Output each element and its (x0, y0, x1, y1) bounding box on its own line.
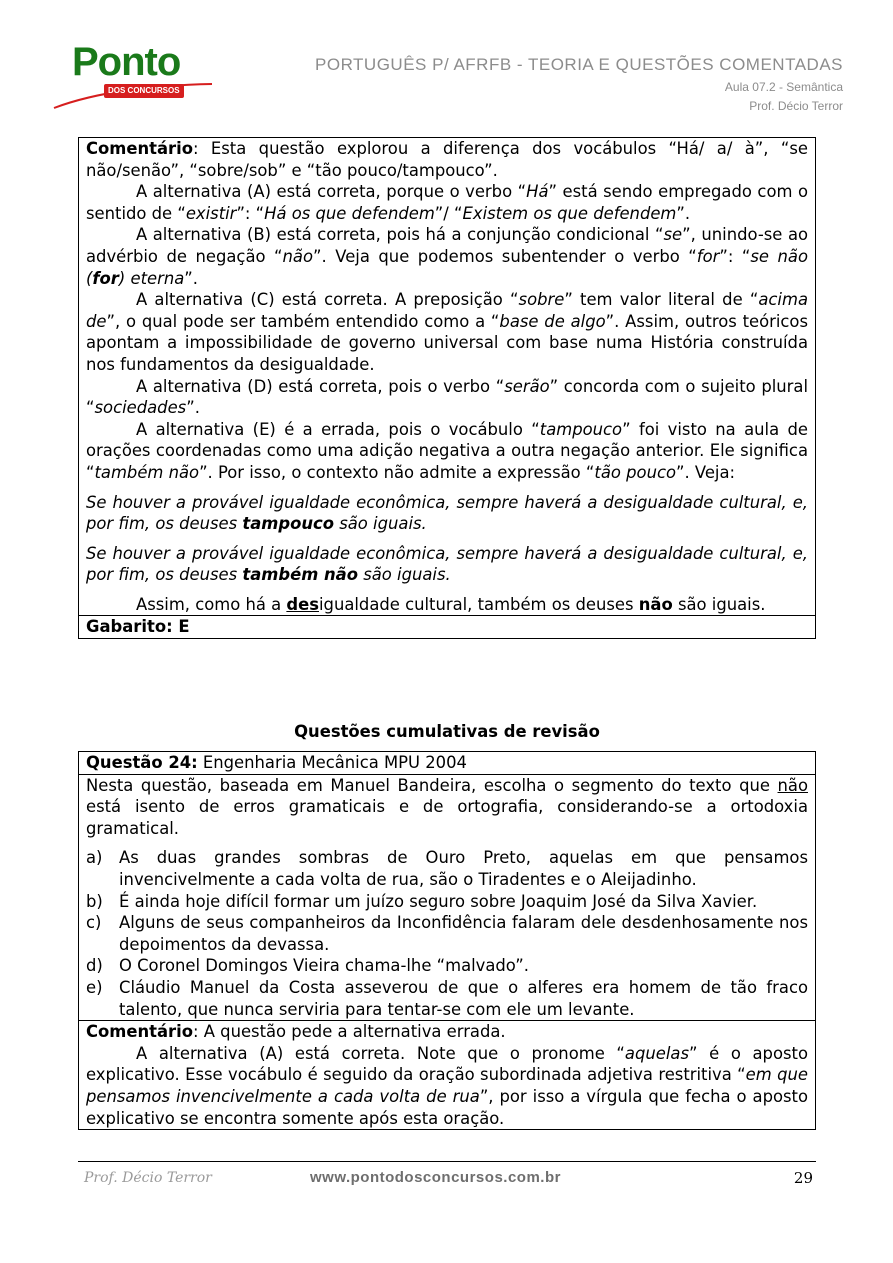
paragraph-conclusion: Assim, como há a desigualdade cultural, também os deuses não são iguais. (136, 594, 766, 614)
footer-author: Prof. Décio Terror (84, 1170, 212, 1186)
paragraph-alt-c: A alternativa (C) está correta. A preposição “sobre” tem valor literal de “acima de”, o qual pode ser também entendido como a “base de algo”. Assim, outros teóricos apontam a impossibilidade de governo universal com base numa História construída nos fundamentos da desigualdade. (86, 290, 808, 374)
example-2: Se houver a provável igualdade econômica, sempre haverá a desigualdade cultural, e, por fim, os deuses também não são iguais. (86, 543, 808, 585)
header-lesson: Aula 07.2 - Semântica (724, 80, 843, 94)
logo-text: Ponto (72, 40, 181, 84)
logo-subtitle: DOS CONCURSOS (104, 84, 184, 98)
logo (52, 40, 222, 110)
comment-2-paragraph: A alternativa (A) está correta. Note que o pronome “aquelas” é o aposto explicativo. Esse vocábulo é seguido da oração subordinada adjetiva restritiva “em que pensamos invencivelmente a cada volta de rua”, por isso a vírgula que fecha o aposto explicativo se encontra somente após esta oração. (86, 1043, 809, 1128)
question-24-box (78, 751, 816, 1130)
paragraph-alt-b: A alternativa (B) está correta, pois há a conjunção condicional “se”, unindo-se ao advérbio de negação “não”. Veja que podemos subentender o verbo “for”: “se não (for) eterna”. (86, 225, 809, 288)
header-title: PORTUGUÊS P/ AFRFB - TEORIA E QUESTÕES COMENTADAS (315, 55, 843, 74)
answer-key: Gabarito: E (79, 615, 815, 638)
footer-rule (78, 1161, 816, 1162)
comment-body (79, 138, 815, 615)
page-number: 29 (793, 1169, 813, 1187)
option-b: b) É ainda hoje difícil formar um juízo seguro sobre Joaquim José da Silva Xavier. (86, 891, 758, 911)
page-header (0, 0, 893, 125)
footer-website: www.pontodosconcursos.com.br (310, 1169, 561, 1186)
example-1: Se houver a provável igualdade econômica, sempre haverá a desigualdade cultural, e, por fim, os deuses tampouco são iguais. (86, 492, 808, 534)
paragraph-alt-e: A alternativa (E) é a errada, pois o vocábulo “tampouco” foi visto na aula de orações coordenadas como uma adição negativa a outra negação anterior. Ele significa “também não”. Por isso, o contexto não admite a expressão “tão pouco”. Veja: (86, 419, 808, 482)
paragraph-alt-d: A alternativa (D) está correta, pois o verbo “serão” concorda com o sujeito plural “sociedades”. (86, 376, 808, 418)
option-c: c) Alguns de seus companheiros da Inconfidência falaram dele desdenhosamente nos depoimentos da devassa. (86, 913, 808, 954)
question-body (79, 774, 815, 1021)
paragraph-alt-a: A alternativa (A) está correta, porque o verbo “Há” está sendo empregado com o sentido de “existir”: “Há os que defendem”/ “Existem os que defendem”. (86, 182, 808, 223)
comment-intro: Comentário: Esta questão explorou a diferença dos vocábulos “Há/ a/ à”, “se não/senão”, “sobre/sob” e “tão pouco/tampouco”. (86, 139, 808, 180)
question-header: Questão 24: Engenharia Mecânica MPU 2004 (86, 753, 467, 772)
comment-box-1 (78, 137, 816, 639)
comment-2: Comentário: A questão pede a alternativa errada. A alternativa (A) está correta. Note que o pronome “aquelas” é o aposto explicativo. Esse vocábulo é seguido da oração subordinada adjetiva restritiva “em que pensamos invencivelmente a cada volta de rua”, por isso a vírgula que fecha o aposto explicativo se encontra somente após esta oração. (79, 1020, 815, 1129)
section-title: Questões cumulativas de revisão (294, 722, 600, 741)
option-e: e) Cláudio Manuel da Costa asseverou de que o alferes era homem de tão fraco talento, que nunca serviria para tentar-se com ele um levante. (86, 977, 808, 1019)
question-stem: Nesta questão, baseada em Manuel Bandeira, escolha o segmento do texto que não está isento de erros gramaticais e de ortografia, considerando-se a ortodoxia gramatical. (86, 775, 808, 838)
header-professor: Prof. Décio Terror (749, 99, 843, 113)
option-a: a) As duas grandes sombras de Ouro Preto, aquelas em que pensamos invencivelmente a cada volta de rua, são o Tiradentes e o Aleijadinho. (86, 848, 808, 889)
option-d: d) O Coronel Domingos Vieira chama-lhe “malvado”. (86, 956, 529, 976)
